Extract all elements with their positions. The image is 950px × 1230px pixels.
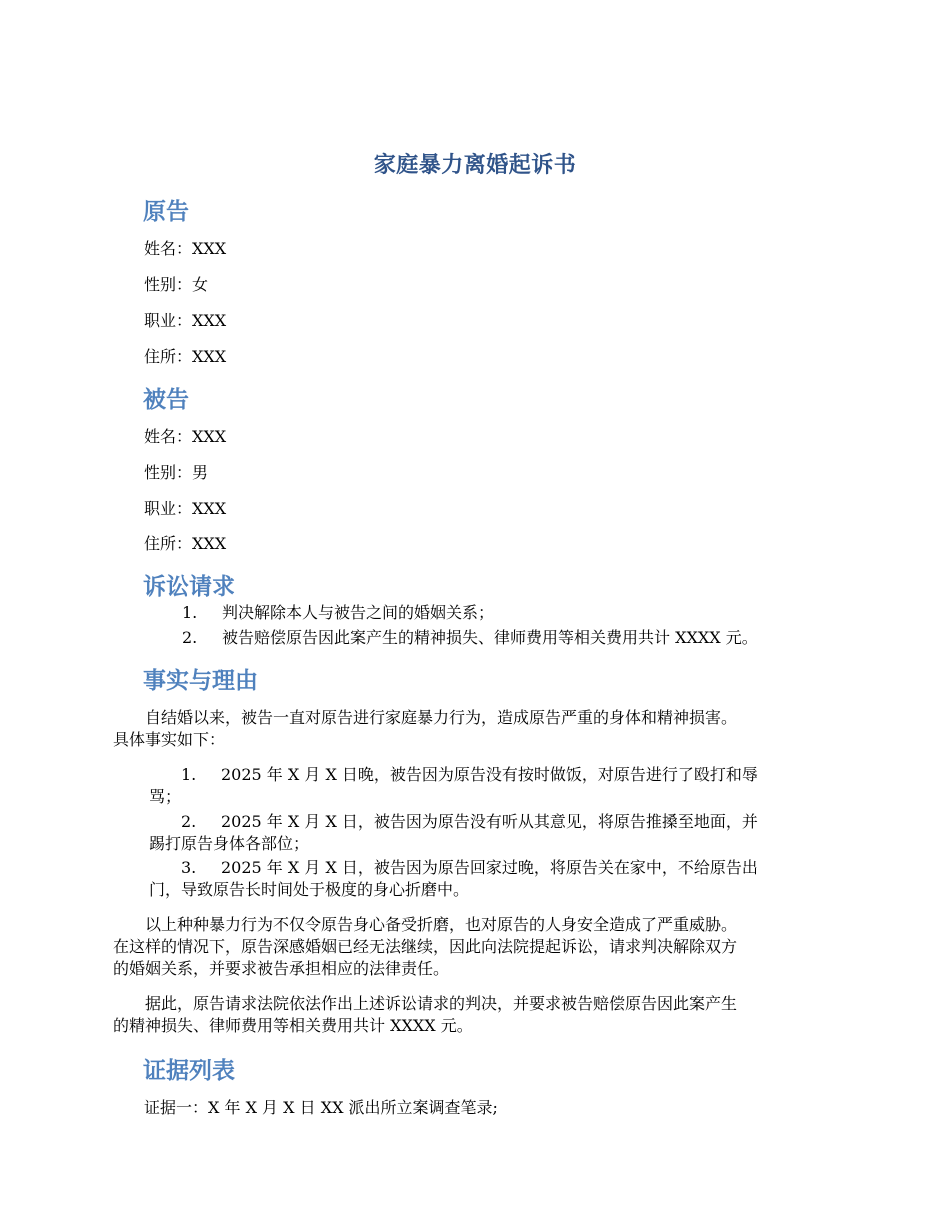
facts-paragraph [113, 914, 833, 980]
fact-text: 2025 年 X 月 X 日，被告因为原告没有听从其意见，将原告推搡至地面，并 [221, 812, 758, 831]
fact-item [113, 811, 833, 855]
text-line: 在这样的情况下，原告深感婚姻已经无法继续，因此向法院提起诉讼，请求判决解除双方 [113, 937, 738, 956]
text-line: 具体事实如下： [113, 730, 226, 749]
fact-number: 1. [181, 765, 197, 784]
heading-evidence: 证据列表 [143, 1058, 235, 1084]
text-line [113, 857, 833, 879]
text-line: 的精神损失、律师费用等相关费用共计 XXXX 元。 [113, 1016, 473, 1035]
claim-item [182, 628, 758, 648]
defendant-name: 姓名：XXX [144, 427, 227, 446]
plaintiff-gender: 性别：女 [144, 275, 209, 294]
fact-item [113, 857, 833, 901]
fact-number: 3. [181, 858, 197, 877]
defendant-gender: 性别：男 [144, 463, 209, 482]
evidence-item: 证据一：X 年 X 月 X 日 XX 派出所立案调查笔录; [144, 1098, 498, 1117]
claim-text: 判决解除本人与被告之间的婚姻关系； [222, 603, 495, 622]
heading-claims: 诉讼请求 [143, 574, 235, 600]
heading-plaintiff: 原告 [143, 199, 189, 225]
text-line: 自结婚以来，被告一直对原告进行家庭暴力行为，造成原告严重的身体和精神损害。 [145, 708, 738, 727]
heading-defendant: 被告 [143, 387, 189, 413]
claim-text: 被告赔偿原告因此案产生的精神损失、律师费用等相关费用共计 XXXX 元。 [222, 628, 758, 647]
facts-paragraph [113, 993, 833, 1037]
claim-item [182, 603, 494, 623]
plaintiff-occupation: 职业：XXX [144, 311, 227, 330]
plaintiff-address: 住所：XXX [144, 347, 227, 366]
claim-number: 2. [182, 628, 198, 647]
text-line [113, 811, 833, 833]
defendant-address: 住所：XXX [144, 534, 227, 553]
document-title: 家庭暴力离婚起诉书 [373, 153, 577, 178]
fact-text: 2025 年 X 月 X 日，被告因为原告回家过晚，将原告关在家中，不给原告出 [221, 858, 758, 877]
plaintiff-name: 姓名：XXX [144, 239, 227, 258]
text-line: 门，导致原告长时间处于极度的身心折磨中。 [149, 880, 470, 899]
defendant-occupation: 职业：XXX [144, 499, 227, 518]
text-line: 以上种种暴力行为不仅令原告身心备受折磨，也对原告的人身安全造成了严重威胁。 [145, 915, 738, 934]
fact-item [113, 764, 833, 808]
text-line: 据此，原告请求法院依法作出上述诉讼请求的判决，并要求被告赔偿原告因此案产生 [145, 994, 738, 1013]
heading-facts: 事实与理由 [143, 668, 258, 694]
text-line [113, 764, 833, 786]
fact-text: 2025 年 X 月 X 日晚，被告因为原告没有按时做饭，对原告进行了殴打和辱 [221, 765, 758, 784]
facts-intro [113, 707, 833, 751]
claim-number: 1. [182, 603, 198, 622]
text-line: 骂； [149, 787, 182, 806]
text-line: 的婚姻关系，并要求被告承担相应的法律责任。 [113, 959, 450, 978]
fact-number: 2. [181, 812, 197, 831]
text-line: 踢打原告身体各部位； [149, 834, 310, 853]
